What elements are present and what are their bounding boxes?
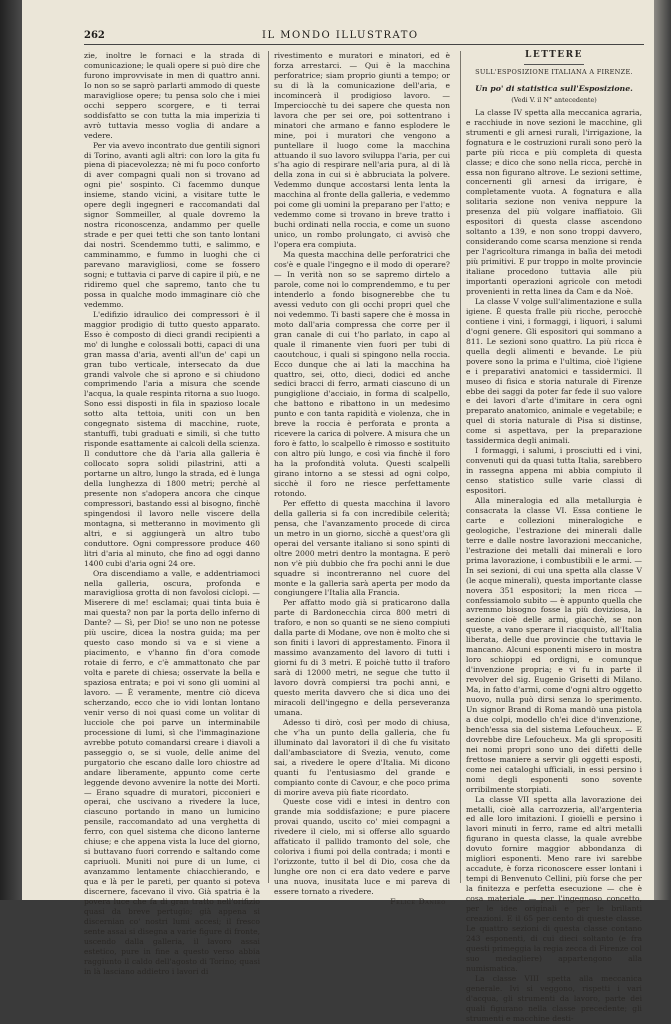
paragraph: La classe VII spetta alla lavorazione dei metalli, cioè alla carrozzeria, all'argenteria ed alle loro imitazioni. I gioielli e persino i lavori minuti in ferro, rame ed altri metalli figurano in questa classe, la quale avrebbe dovuto fornire maggior abbondanza di migliori esponenti. Meno rare ivi sarebbe accadute, è forza riconoscere esser lontani i tempi di Benvenuto Cellini, più forse che per la finitezza e perfetta esecuzione — che è cosa materiale — per l'ingegnoso concetto, per le idee originali e per le brillanti creazioni. E il 65 per cento di queste classe. Le quattro sezioni di questa classe contano 243 esponenti, di cui dieci soltanto (e fra questi primeggia la regia zecca di Firenze col suo medagliere) appartengono alla numismatica.: [466, 794, 642, 973]
column-divider: [460, 51, 461, 883]
paragraph: La classe V volge sull'alimentazione e sulla igiene. È questa fralle più ricche, perocchè contiene i vini, i formaggi, i liquori, i salumi d'ogni genere. Gli espositori qui sommano a 811. Le sezioni sono quattro. La più ricca è quella degli alimenti e bevande. Le più povere sono la prima e l'ultima, cioè l'igiene e i preparativi anatomici e tassidermici. Il museo di fisica e storia naturale di Firenze ebbe dei saggi da poter far fede il suo valore e dei lavori d'arte d'imitare in cera ogni preparato anatomico, animale e vegetabile; e quel di storia naturale di Pisa si distinse, come si aspettava, per la preparazione tassidermica degli animali.: [466, 296, 642, 446]
newspaper-page: [22, 0, 654, 1023]
paragraph: Per affatto modo già si praticarono dalla parte di Bardonecchia circa 800 metri di traforo, e non so quanti se ne sieno compiuti dalla parte di Modane, ove non è molto che si son finiti i lavori di apprestamento. Finora il massimo avanzamento del lavoro di tutti i giorni fu di 3 metri. E poichè tutto il traforo sarà di 12000 metri, ne segue che tutto il lavoro dovrà compiersi tra pochi anni, e questo merita davvero che si dica uno dei miracoli dell'ingegno e della perseveranza umana.: [274, 598, 450, 717]
paragraph: I formaggi, i salumi, i prosciutti ed i vini, convenuti qui da quasi tutta Italia, sarebbero in rassegna appena mi abbia compiuto il censo statistico sulle varie classi di espositori.: [466, 446, 642, 496]
column-divider: [268, 51, 269, 883]
paragraph: Ma questa macchina delle perforatrici che cos'è e quale l'ingegno e il modo di operare? — In verità non so se sapremo dirtelo a parole, come noi lo comprendemmo, e tu per intenderlo a fondo bisognerebbe che tu avessi veduto con gli occhi propri quel che noi vedemmo. Ti basti sapere che è mossa in moto dall'aria compressa che corre per il gran canale di cui t'ho parlato, in capo al quale il rimanente vien fuori per tubi di caoutchouc, i quali si spingono nella roccia. Ecco dunque che ai lati la macchina ha quattro, sei, otto, dieci, dodici ed anche sedici bracci di ferro, armati ciascuno di un pungiglione d'acciaio, in forma di scalpello, che battono e ribattono in un medesimo punto e con tanta rapidità e violenza, che in breve la roccia è perforata e pronta a ricevere la carica di polvere. A misura che un foro è fatto, lo scalpello è rimosso e sostituito con altro più lungo, e così via finchè il foro ha la profondità voluta. Questi scalpelli girano intorno a se stessi ad ogni colpo, sicchè il foro ne riesce perfettamente rotondo.: [274, 250, 450, 498]
page-edge: [654, 0, 671, 900]
section-subtitle: SULL'ESPOSIZIONE ITALIANA A FIRENZE.: [475, 67, 633, 76]
section-title: LETTERE: [525, 50, 583, 60]
article-heading: Un po' di statistica sull'Esposizione.: [475, 83, 633, 93]
paragraph: Adesso ti dirò, così per modo di chiusa, che v'ha un punto della galleria, che fu illuminato dal lavoratori il dì che fu visitato dall'ambasciatore di Svezia, venuto, come sai, a rivedere le opere d'Italia. Mi dicono quanti fu l'entusiasmo del grande e compianto conte di Cavour, e che poco prima di morire aveva più fiate ricordato.: [274, 717, 450, 797]
paragraph: rivestimento e muratori e minatori, ed è forza arrestarci. — Qui è la macchina perforatrice; siam proprio giunti a tempo; or su di là la comunicazione dell'aria, e incomincerà il prodigioso lavoro. — Imperciocchè tu dei sapere che questa non lavora che per sei ore, poi sottentrano i minatori che armano e fanno esplodere le mine, poi i muratori che vengono a puntellare il luogo come la macchina attuando il suo lavoro sviluppa l'aria, per cui s'ha agio di respirare nell'aria pura, al di là della zona in cui si è abbruciata la polvere. Vedemmo dunque accostarsi lenta lenta la macchina al fronte della galleria, e vedemmo poi come gli uomini la preparano per l'atto; e vedemmo come si trovano in breve tratto i buchi ordinati nella roccia, e come un suono unico, un rombo prolungato, ci avvisò che l'opera era compiuta.: [274, 51, 450, 250]
book-gutter: [0, 0, 22, 900]
title-rule: [524, 64, 584, 65]
paragraph: La classe VIII spetta alla meccanica generale. Ivi si veggono, rispetti i vari d'acqua, gli strumenti da lavoro, parte dei quali figurano nella classe precedente; gli strumenti e macchine desti-: [466, 973, 642, 1023]
paragraph: Ora discendiamo a valle, e addentriamoci nella galleria, oscura, profonda e maravigliosa grotta di non favolosi ciclopi. — Miserere di me! esclamai; quai tinta buia è mai questa? non par la porta dello inferno di Dante? — Sì, per Dio! se uno non ne potesse più uscire, dicea la nostra guida; ma per questo caso mondo si va e si viene a piacimento, e v'hanno fin d'ora comode rotaie di ferro, e c'è ammattonato che par volta e parete di chiesa; osservate la bella e spaziosa entrata; e poi vi sono gli uomini al lavoro. — È veramente, mentre ciò diceva scherzando, ecco che io vidi lontan lontano venir verso di noi quasi come un volitar di lucciole che poi parve un interminabile processione di lumi, sì che l'immaginazione avrebbe potuto comandarsi creare i diavoli a passeggio o, se si vuole, delle anime del purgatorio che escano dalle loro chiostre ad andare liberamente, appunto come certe leggende devono avvenire la notte dei Morti. — Erano squadre di muratori, picconieri e operai, che uscivano a rivedere la luce, ciascuno portando in mano un lumicino pensile, raccomandato ad una verghetta di ferro, con quel sistema che dicono lanterne chiuse; e che appena vista la luce del giorno, si buttavano fuori correndo e saltando come capriuoli. Muniti noi pure di un lume, ci avanzammo lentamente chiacchierando, e qua e là per le pareti, per quanto si poteva discernere, facevano il vivo. Già spatria è la povera luce che fa di gran tratto nell'orifizio quasi da breve pertugio; già appena si discernian co' nostri lumi accesi; il fresco sente assai si disegna a varie figure di fronte, uscendo dalla galleria, il lavoro assai estetico, pure in fine a questo verso abbia raggiunto il caldo dell'agosto di Torino; quasi in là lasciano addietro i lavori di: [84, 568, 260, 976]
text-column-3: [466, 51, 642, 1024]
text-column-1: [84, 51, 260, 977]
page-number: 262: [84, 30, 105, 41]
paragraph: zie, inoltre le fornaci e la strada di comunicazione; le quali opere si può dire che furono improvvisate in men di quattro anni. Io non so se saprò parlarti ammodo di queste maravigliose opere; tu pensa solo che i miei occhi seppero scorgere, e ti terrai soddisfatto se con tutta la mia imperizia ti avrò tuttavia messo voglia di andare a vedere.: [84, 51, 260, 140]
newspaper-title: IL MONDO ILLUSTRATO: [262, 30, 419, 41]
article-note: (Vedi V. il N° antecedente): [511, 95, 597, 104]
header-rule: [84, 44, 644, 45]
text-column-2: [274, 51, 450, 907]
paragraph: L'edifizio idraulico dei compressori è il maggior prodigio di tutto questo apparato. Esso è composto di dieci grandi recipienti a mo' di lunghe e colossali botti, capaci di una gran massa d'aria, aventi all'un de' capi un gran tubo verticale, intersecato da due grandi valvole che si aprono e si chiudono comprimendo l'aria a misura che scende l'acqua, la quale respinta ritorna a suo luogo. Sono essi disposti in fila in spazioso locale sotto alta tettoia, uniti con un ben congegnato sistema di macchine, ruote, stantuffi, tubi graduati e simili, sì che tutto risponde esattamente ai calcoli della scienza. Il conduttore che dà l'aria alla galleria è collocato sopra solidi pilastrini, atti a portarne un altro, lungo la strada, ed è lunga della lunghezza di 1800 metri; perchè al presente non s'adopera ancora che cinque compressori, bastando essi al bisogno, finchè spingendosi il lavoro nelle viscere della montagna, si metteranno in movimento gli altri, e si aggiungerà un altro tubo conduttore. Ogni compressore produce 460 litri d'aria al minuto, che fino ad oggi danno 1400 cubi d'aria ogni 24 ore.: [84, 309, 260, 568]
paragraph: Per effetto di questa macchina il lavoro della galleria si fa con incredibile celerità; pensa, che l'avanzamento procede di circa un metro in un giorno, sicchè a quest'ora gli operai del versante italiano si sono spinti di oltre 2000 metri dentro la montagna. E però non v'è più dubbio che fra pochi anni le due squadre si incontreranno nel cuore del monte e la galleria sarà aperta per modo da congiungere l'Italia alla Francia.: [274, 498, 450, 598]
paragraph: La classe IV spetta alla meccanica agraria, e racchiude in nove sezioni le macchine, gli strumenti e gli arnesi rurali, l'irrigazione, la fognatura e le costruzioni rurali sono però la parte più ricca e più completa di questa classe; e dico che sono nella ricca, perchè in essa non figurano altrove. Le sezioni settime, concernenti gli arnesi da irrigare, è completamente vuota. A fognatura e alla solitaria sezione non veniva neppure la presenza del più volgare inaffiatoio. Gli espositori di questa classe ascendono soltanto a 139, e non sono troppi davvero, considerando come scarsa menzione si renda per l'agricoltura rimanga in balìa dei metodi più primitivi. E pur troppo in molte provincie italiane procedono tuttavia alle più importanti operazioni agricole con metodi provenienti in retta linea da Cam e da Noè.: [466, 107, 642, 296]
paragraph: Alla mineralogia ed alla metallurgia è consacrata la classe VI. Essa contiene le carte e collezioni mineralogiche e geologiche, l'estrazione dei minerali dalle terre e dalle nostre lavorazioni meccaniche, l'estrazione dei metalli dai minerali e loro prima lavorazione, i combustibili e le armi. — In sei sezioni, di cui una spetta alla classe V (le acque minerali), questa importante classe novera 351 espositori; la men ricca — confessiamolo subito — è appunto quella che avremmo bisogno fosse la più doviziosa, la sezione cioè delle armi, giacchè, se non queste, a vano sperare il riacquisto, all'Italia liberata, delle due provincie che tuttavia le mancano. Alcuni esponenti misero in mostra loro schioppi ed ordigni, e comunque d'invenzione propria; e vi fu in parte il revolver del sig. Eugenio Grisetti di Milano. Ma, in fatto d'armi, come d'ogni altro oggetto nuovo, nulla può dirsi senza lo sperimento. Un signor Brand di Roma mandò una pistola a due colpi, modello ch'ei dice d'invenzione, bench'essa sia del sistema Lefoucheux. — E dovrebbe dire Lefoucheux. Ma gli spropositi nei nomi propri sono uno dei difetti delle frettose maniere a servir gli oggetti esposti, come nei cataloghi ufficiali, in essi persino i nomi degli esponenti sono sovente orribilmente storpiati.: [466, 495, 642, 794]
author-signature: Felice Danieo: [390, 897, 446, 907]
paragraph: Queste cose vidi e intesi in dentro con grande mia soddisfazione; e pure piacere provai quando, uscito co' miei compagni a rivedere il cielo, mi si offerse allo sguardo affaticato il pallido tramonto del sole, che coloriva i fiumi poi della contrada; i monti e l'orizzonte, tutto il bel di Dio, cosa che da lunghe ore non ci era dato vedere e parve una nuova, inusitata luce e mi pareva di essere tornato a rivedere.: [274, 797, 450, 897]
paragraph: Per via avevo incontrato due gentili signori di Torino, avanti agli altri: con loro la gita fu piena di piacevolezza; nè mi fu poco conforto di aver compagni quali non si trovano ad ogni pie' sospinto. Ci facemmo dunque insieme, stando vicini, a visitare tutte le opere degli ingegneri e raccomandati dal signor Sommeiller, al quale dovremo la nostra riconoscenza, andammo per quelle strade e per quei tetti che son tanto lontani dai nostri. Scendemmo tutti, e salimmo, e camminammo, e fummo in luoghi che ci parevano maravigliosi, come se fossero sogni; e tuttavia ci parve di capire il più, e ne ridiremo quel che sapremo, tanto che tu possa in qualche modo immaginare ciò che vedemmo.: [84, 140, 260, 309]
